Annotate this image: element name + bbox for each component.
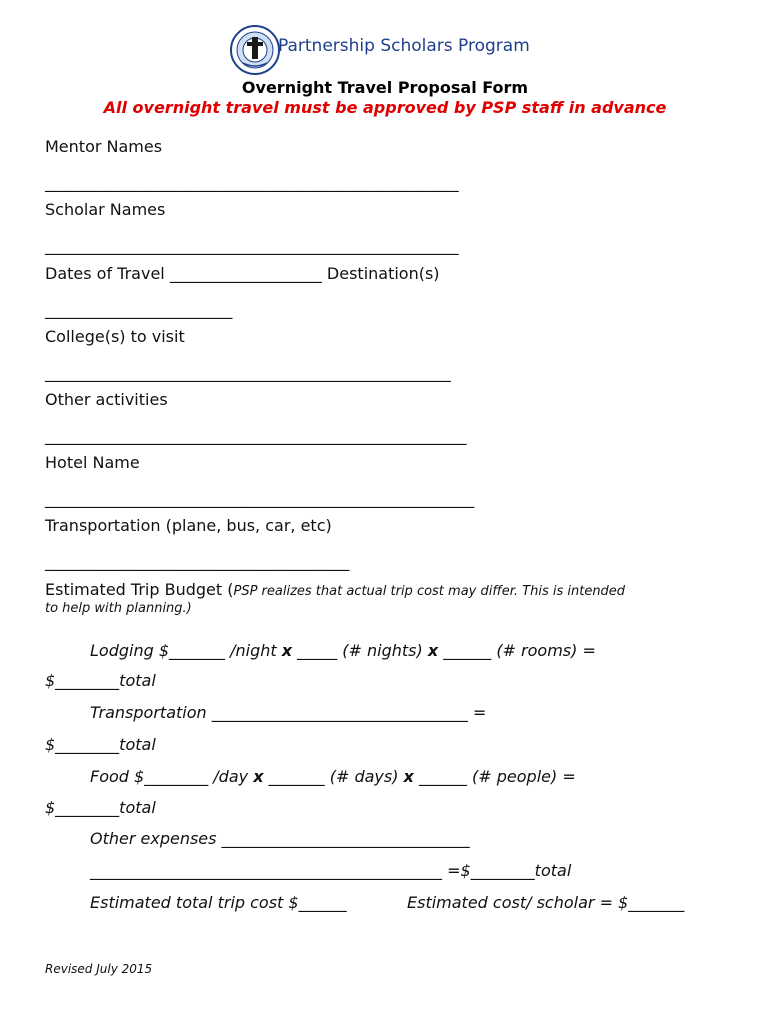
other-expenses-field[interactable]: Other expenses _______________________________	[90, 829, 470, 848]
food-rate-field[interactable]: Food $________ /day	[90, 767, 254, 786]
multiply-sign: x	[427, 641, 439, 660]
hotel-name-field[interactable]: _______________________________________________________	[45, 489, 475, 508]
food-row	[90, 767, 576, 786]
mentor-names-field[interactable]: _____________________________________________________	[45, 173, 459, 192]
destination-label: Destination(s)	[321, 264, 440, 283]
scholar-names-field[interactable]: _____________________________________________________	[45, 236, 459, 255]
travel-dates-row	[45, 264, 440, 283]
budget-note: PSP realizes that actual trip cost may differ. This is intended	[233, 584, 626, 599]
budget-heading-row	[45, 580, 625, 599]
revision-note: Revised July 2015	[45, 962, 153, 976]
lodging-nights-field[interactable]: _____ (# nights)	[292, 641, 428, 660]
mentor-names-label: Mentor Names	[45, 137, 163, 156]
transportation-cost-field[interactable]: Transportation ________________________________ =	[90, 703, 487, 722]
other-expenses-total-field[interactable]: ____________________________________________ =$________total	[90, 861, 572, 880]
food-total-field[interactable]: $________total	[45, 798, 156, 817]
lodging-rooms-field[interactable]: ______ (# rooms) =	[438, 641, 596, 660]
multiply-sign: x	[281, 641, 293, 660]
transportation-label: Transportation (plane, bus, car, etc)	[45, 516, 332, 535]
food-people-field[interactable]: ______ (# people) =	[413, 767, 576, 786]
other-activities-field[interactable]: ______________________________________________________	[45, 426, 467, 445]
multiply-sign: x	[403, 767, 414, 786]
estimated-per-scholar-field[interactable]: Estimated cost/ scholar = $_______	[407, 893, 685, 912]
other-activities-label: Other activities	[45, 390, 168, 409]
lodging-rate-field[interactable]: Lodging $_______ /night	[90, 641, 282, 660]
hotel-name-label: Hotel Name	[45, 453, 140, 472]
program-name: Partnership Scholars Program	[278, 36, 530, 56]
seal-emblem-icon	[230, 25, 280, 75]
destination-field[interactable]: ________________________	[45, 300, 233, 319]
budget-heading: Estimated Trip Budget (	[45, 580, 234, 599]
budget-note-continued: to help with planning.)	[45, 601, 192, 616]
transportation-total-field[interactable]: $________total	[45, 735, 156, 754]
estimated-total-field[interactable]: Estimated total trip cost $______	[90, 893, 347, 912]
form-title: Overnight Travel Proposal Form	[241, 78, 529, 97]
lodging-row	[90, 641, 596, 660]
colleges-field[interactable]: ____________________________________________________	[45, 363, 451, 382]
colleges-label: College(s) to visit	[45, 327, 185, 346]
multiply-sign: x	[253, 767, 264, 786]
travel-dates-field[interactable]: ___________________	[169, 264, 322, 283]
approval-notice: All overnight travel must be approved by PSP staff in advance	[103, 98, 667, 117]
travel-dates-label: Dates of Travel	[45, 264, 170, 283]
lodging-total-field[interactable]: $________total	[45, 671, 156, 690]
transportation-field[interactable]: _______________________________________	[45, 552, 350, 571]
food-days-field[interactable]: _______ (# days)	[263, 767, 404, 786]
scholar-names-label: Scholar Names	[45, 200, 166, 219]
